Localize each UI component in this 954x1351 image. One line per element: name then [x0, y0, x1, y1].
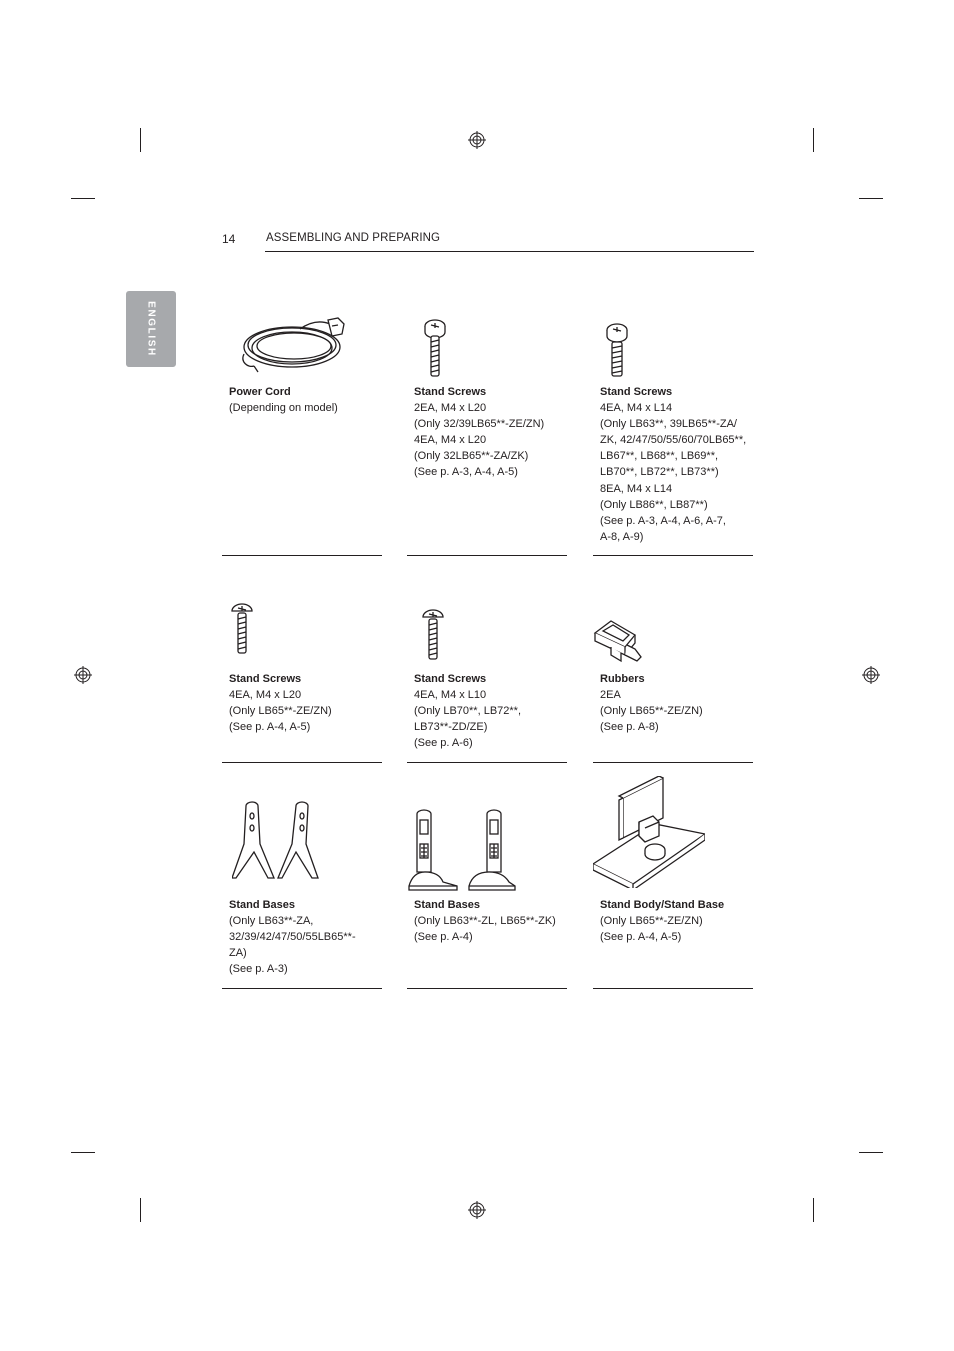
registration-mark-icon	[468, 131, 486, 149]
crop-mark	[813, 128, 814, 152]
item-detail: ZA)	[229, 947, 247, 960]
item-detail: (See p. A-4)	[414, 931, 473, 944]
header-rule	[265, 251, 754, 252]
item-detail: (See p. A-3, A-4, A-5)	[414, 466, 518, 479]
crop-mark	[813, 1198, 814, 1222]
power-cord-icon	[240, 310, 370, 375]
screw-icon	[605, 310, 645, 380]
stand-bases-icon	[232, 800, 332, 884]
registration-mark-icon	[74, 666, 92, 684]
crop-mark	[859, 198, 883, 199]
item-name: Stand Body/Stand Base	[600, 899, 725, 911]
item-detail: (See p. A-6)	[414, 737, 473, 750]
section-title: ASSEMBLING AND PREPARING	[266, 232, 441, 244]
item-detail: LB67**, LB68**, LB69**,	[600, 450, 719, 463]
item-detail: (Only LB63**-ZA,	[229, 915, 314, 928]
item-detail: (Only LB63**-ZL, LB65**-ZK)	[414, 915, 556, 928]
item-detail: (Only 32/39LB65**-ZE/ZN)	[414, 418, 545, 431]
language-tab-label: ENGLISH	[145, 301, 157, 357]
item-detail: 32/39/42/47/50/55LB65**-	[229, 931, 356, 944]
item-name: Stand Screws	[600, 386, 673, 398]
item-detail: 8EA, M4 x L14	[600, 482, 673, 495]
item-detail: 4EA, M4 x L14	[600, 402, 673, 415]
item-rule	[407, 988, 567, 989]
item-detail: (Only LB65**-ZE/ZN)	[229, 705, 332, 718]
crop-mark	[140, 1198, 141, 1222]
item-rule	[222, 988, 382, 989]
screw-icon	[423, 310, 463, 380]
screw-icon	[230, 597, 270, 659]
item-detail: 4EA, M4 x L20	[229, 689, 302, 702]
item-detail: A-8, A-9)	[600, 530, 644, 543]
item-detail: (Only LB70**, LB72**,	[414, 705, 522, 718]
crop-mark	[140, 128, 141, 152]
item-detail: LB73**-ZD/ZE)	[414, 721, 488, 734]
page-number: 14	[222, 232, 236, 246]
item-detail: LB70**, LB72**, LB73**)	[600, 466, 719, 479]
item-name: Stand Bases	[414, 899, 481, 911]
item-rule	[222, 762, 382, 763]
item-rule	[222, 555, 382, 556]
item-rule	[407, 555, 567, 556]
item-detail: 2EA	[600, 689, 621, 702]
item-detail: (Only LB86**, LB87**)	[600, 498, 708, 511]
item-detail: (See p. A-8)	[600, 721, 659, 734]
item-detail: 2EA, M4 x L20	[414, 402, 487, 415]
item-detail: (Only 32LB65**-ZA/ZK)	[414, 450, 529, 463]
item-detail: (See p. A-3, A-4, A-6, A-7,	[600, 514, 726, 527]
item-detail: (See p. A-3)	[229, 963, 288, 976]
registration-mark-icon	[862, 666, 880, 684]
item-detail: (Depending on model)	[229, 402, 338, 415]
item-name: Stand Bases	[229, 899, 296, 911]
item-name: Power Cord	[229, 386, 291, 398]
item-detail: (Only LB65**-ZE/ZN)	[600, 705, 703, 718]
item-rule	[593, 762, 753, 763]
item-detail: (See p. A-4, A-5)	[229, 721, 311, 734]
item-rule	[407, 762, 567, 763]
registration-mark-icon	[468, 1201, 486, 1219]
screw-icon	[421, 597, 461, 663]
item-rule	[593, 988, 753, 989]
crop-mark	[71, 1152, 95, 1153]
stand-bases-icon	[407, 800, 519, 892]
stand-body-icon	[593, 776, 705, 888]
crop-mark	[859, 1152, 883, 1153]
item-detail: 4EA, M4 x L10	[414, 689, 487, 702]
crop-mark	[71, 198, 95, 199]
item-rule	[593, 555, 753, 556]
item-detail: (See p. A-4, A-5)	[600, 931, 682, 944]
rubber-icon	[591, 597, 651, 669]
item-name: Stand Screws	[414, 673, 487, 685]
item-detail: (Only LB65**-ZE/ZN)	[600, 915, 703, 928]
item-name: Stand Screws	[414, 386, 487, 398]
item-detail: 4EA, M4 x L20	[414, 434, 487, 447]
language-tab	[126, 291, 176, 367]
item-detail: (Only LB63**, 39LB65**-ZA/	[600, 418, 737, 431]
item-name: Rubbers	[600, 673, 645, 685]
item-detail: ZK, 42/47/50/55/60/70LB65**,	[600, 434, 747, 447]
item-name: Stand Screws	[229, 673, 302, 685]
